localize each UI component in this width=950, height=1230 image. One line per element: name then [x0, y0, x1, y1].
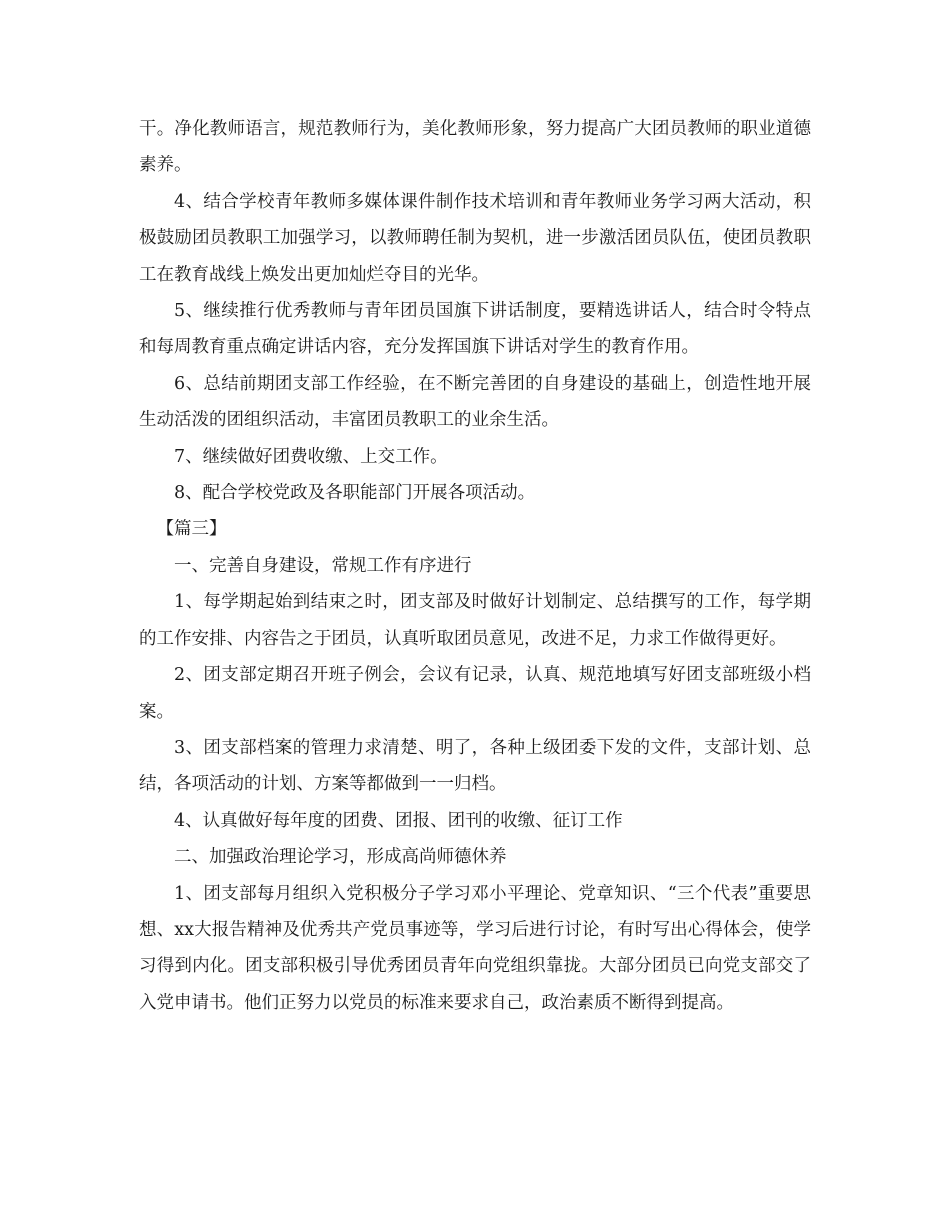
document-body: [139, 111, 811, 1021]
paragraph-sub-3: 3、团支部档案的管理力求清楚、明了，各种上级团委下发的文件，支部计划、总结，各项活动的计划、方案等都做到一一归档。: [139, 737, 811, 795]
paragraph-item-8: 8、配合学校党政及各职能部门开展各项活动。: [174, 483, 536, 504]
section-heading: 【篇三】: [156, 519, 227, 540]
paragraph-item-6: 6、总结前期团支部工作经验，在不断完善团的自身建设的基础上，创造性地开展生动活泼的团组织活动，丰富团员教职工的业余生活。: [139, 373, 811, 431]
paragraph-item-4: 4、结合学校青年教师多媒体课件制作技术培训和青年教师业务学习两大活动，积极鼓励团员教职工加强学习，以教师聘任制为契机，进一步激活团员队伍，使团员教职工在教育战线上焕发出更加灿烂夺目的光华。: [139, 191, 811, 285]
paragraph-sub-4: 4、认真做好每年度的团费、团报、团刊的收缴、征订工作: [174, 810, 623, 831]
paragraph-sub-2: 2、团支部定期召开班子例会，会议有记录，认真、规范地填写好团支部班级小档案。: [139, 665, 811, 722]
subheading-two: 二、加强政治理论学习，形成高尚师德休养: [174, 847, 507, 868]
paragraph-item-7: 7、继续做好团费收缴、上交工作。: [174, 446, 448, 467]
paragraph-continued: 干。净化教师语言，规范教师行为，美化教师形象，努力提高广大团员教师的职业道德素养。: [139, 119, 811, 176]
subheading-one: 一、完善自身建设，常规工作有序进行: [174, 555, 472, 576]
paragraph-sub2-1: 1、团支部每月组织入党积极分子学习邓小平理论、党章知识、“三个代表”重要思想、xx大报告精神及优秀共产党员事迹等，学习后进行讨论，有时写出心得体会，使学习得到内化。团支部积极引导优秀团员青年向党组织靠拢。大部分团员已向党支部交了入党申请书。他们正努力以党员的标准来要求自己，政治素质不断得到提高。: [139, 883, 811, 1013]
paragraph-sub-1: 1、每学期起始到结束之时，团支部及时做好计划制定、总结撰写的工作，每学期的工作安排、内容告之于团员，认真听取团员意见，改进不足，力求工作做得更好。: [139, 592, 811, 649]
paragraph-item-5: 5、继续推行优秀教师与青年团员国旗下讲话制度，要精选讲话人，结合时令特点和每周教育重点确定讲话内容，充分发挥国旗下讲话对学生的教育作用。: [139, 301, 811, 358]
